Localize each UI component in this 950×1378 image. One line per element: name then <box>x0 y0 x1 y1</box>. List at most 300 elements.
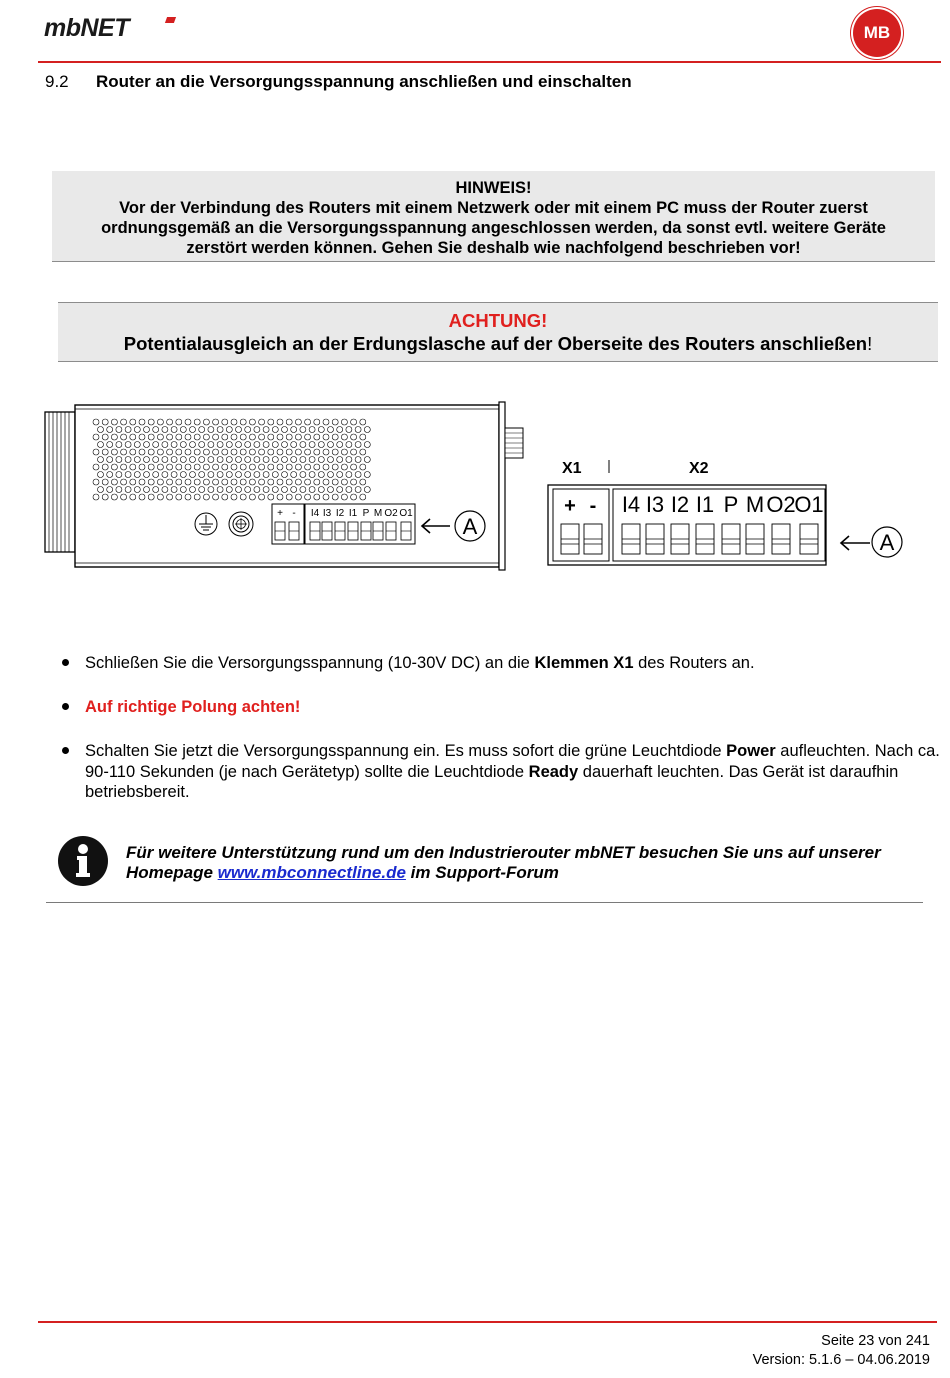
vent-hole <box>314 449 320 455</box>
vent-hole <box>268 494 274 500</box>
vent-hole <box>328 472 334 478</box>
vent-hole <box>222 449 228 455</box>
bullet-text: dauerhaft leuchten. Das Gerät ist daraufhin betriebsbereit. <box>85 762 899 801</box>
vent-hole <box>107 427 113 433</box>
homepage-link[interactable]: www.mbconnectline.de <box>217 863 406 882</box>
vent-hole <box>231 464 237 470</box>
vent-hole <box>245 457 251 463</box>
vent-hole <box>351 479 357 485</box>
vent-hole <box>130 479 136 485</box>
vent-hole <box>337 472 343 478</box>
vent-hole <box>277 419 283 425</box>
terminal-label: O2 <box>766 492 796 517</box>
vent-hole <box>240 434 246 440</box>
vent-hole <box>208 472 214 478</box>
vent-hole <box>332 464 338 470</box>
vent-hole <box>318 472 324 478</box>
vent-hole <box>153 427 159 433</box>
warning-title: ACHTUNG! <box>448 310 548 331</box>
vent-hole <box>102 464 108 470</box>
vent-hole <box>139 419 145 425</box>
vent-hole <box>125 487 131 493</box>
callout-letter: A <box>462 514 478 539</box>
vent-hole <box>167 494 173 500</box>
vent-hole <box>194 419 200 425</box>
vent-hole <box>176 479 182 485</box>
vent-hole <box>231 419 237 425</box>
vent-hole <box>102 449 108 455</box>
section-title: Router an die Versorgungsspannung anschließen und einschalten <box>96 72 632 91</box>
callout-letter: A <box>879 530 895 555</box>
terminal-label: O2 <box>384 508 398 519</box>
vent-hole <box>231 434 237 440</box>
vent-hole <box>263 472 269 478</box>
vent-hole <box>305 434 311 440</box>
vent-hole <box>171 472 177 478</box>
vent-hole <box>208 427 214 433</box>
bullet-item <box>85 653 945 674</box>
terminal-label: + <box>277 508 283 519</box>
vent-hole <box>144 427 150 433</box>
vent-hole <box>282 472 288 478</box>
ground-screw-icon <box>229 512 253 536</box>
bullet-text: Schalten Sie jetzt die Versorgungsspannung ein. Es muss sofort die grüne Leuchtdiode <box>85 742 727 760</box>
vent-hole <box>93 464 99 470</box>
vent-hole <box>318 457 324 463</box>
vent-hole <box>130 419 136 425</box>
vent-hole <box>351 464 357 470</box>
vent-hole <box>121 464 127 470</box>
terminal-label: I3 <box>322 508 332 519</box>
vent-hole <box>355 472 361 478</box>
vent-hole <box>254 487 260 493</box>
page-number: Seite 23 von 241 <box>821 1333 930 1349</box>
vent-hole <box>107 487 113 493</box>
vent-hole <box>153 487 159 493</box>
vent-hole <box>240 494 246 500</box>
vent-hole <box>157 434 163 440</box>
vent-hole <box>111 494 117 500</box>
vent-hole <box>282 442 288 448</box>
vent-hole <box>203 479 209 485</box>
vent-hole <box>226 457 232 463</box>
vent-hole <box>337 427 343 433</box>
vent-hole <box>185 419 191 425</box>
warning-text-body: Potentialausgleich an der Erdungslasche auf der Oberseite des Routers anschließen <box>123 333 868 354</box>
vent-hole <box>176 494 182 500</box>
terminal-label: I1 <box>695 492 715 517</box>
vent-hole <box>194 494 200 500</box>
vent-hole <box>351 434 357 440</box>
vent-hole <box>300 487 306 493</box>
vent-hole <box>272 427 278 433</box>
vent-hole <box>277 494 283 500</box>
vent-hole <box>167 449 173 455</box>
vent-hole <box>323 464 329 470</box>
vent-hole <box>323 449 329 455</box>
vent-hole <box>125 427 131 433</box>
vent-hole <box>162 427 168 433</box>
bullet-text: des Routers an. <box>633 654 755 672</box>
warning-exclamation: ! <box>867 333 873 354</box>
vent-hole <box>222 434 228 440</box>
vent-hole <box>199 472 205 478</box>
vent-hole <box>107 472 113 478</box>
vent-hole <box>217 442 223 448</box>
vent-hole <box>190 457 196 463</box>
vent-hole <box>157 464 163 470</box>
vent-hole <box>102 494 108 500</box>
vent-hole <box>318 427 324 433</box>
vent-hole <box>213 479 219 485</box>
vent-hole <box>282 487 288 493</box>
vent-hole <box>300 427 306 433</box>
mb-logo-badge: MB <box>853 9 901 57</box>
vent-hole <box>185 434 191 440</box>
vent-hole <box>217 457 223 463</box>
vent-hole <box>217 487 223 493</box>
vent-hole <box>245 427 251 433</box>
vent-hole <box>360 449 366 455</box>
vent-hole <box>199 487 205 493</box>
terminal-label: M <box>745 492 765 517</box>
vent-hole <box>332 479 338 485</box>
vent-hole <box>249 464 255 470</box>
vent-hole <box>231 494 237 500</box>
vent-hole <box>98 487 104 493</box>
vent-hole <box>107 442 113 448</box>
vent-hole <box>249 434 255 440</box>
vent-hole <box>93 434 99 440</box>
vent-hole <box>355 457 361 463</box>
terminal-label: I4 <box>310 508 320 519</box>
vent-hole <box>245 472 251 478</box>
vent-hole <box>272 442 278 448</box>
vent-hole <box>171 427 177 433</box>
vent-hole <box>134 472 140 478</box>
vent-hole <box>180 487 186 493</box>
bullet-icon <box>62 659 69 666</box>
vent-hole <box>309 472 315 478</box>
info-divider <box>46 902 923 903</box>
vent-hole <box>364 427 370 433</box>
vent-hole <box>180 457 186 463</box>
vent-hole <box>190 472 196 478</box>
vent-hole <box>130 434 136 440</box>
vent-hole <box>203 494 209 500</box>
vent-hole <box>185 479 191 485</box>
vent-hole <box>263 487 269 493</box>
vent-hole <box>291 487 297 493</box>
vent-hole <box>217 427 223 433</box>
vent-hole <box>254 442 260 448</box>
vent-hole <box>157 479 163 485</box>
x1-label: X1 <box>562 460 582 477</box>
vent-hole <box>318 487 324 493</box>
vent-hole <box>121 434 127 440</box>
vent-hole <box>213 449 219 455</box>
notice-box <box>52 171 935 262</box>
vent-hole <box>236 457 242 463</box>
vent-hole <box>305 449 311 455</box>
vent-hole <box>144 472 150 478</box>
vent-hole <box>153 457 159 463</box>
vent-hole <box>355 442 361 448</box>
vent-hole <box>341 464 347 470</box>
vent-hole <box>176 449 182 455</box>
vent-hole <box>286 419 292 425</box>
vent-hole <box>360 419 366 425</box>
vent-hole <box>203 419 209 425</box>
terminal-label: O1 <box>399 508 413 519</box>
vent-hole <box>364 487 370 493</box>
vent-hole <box>364 442 370 448</box>
vent-hole <box>162 487 168 493</box>
vent-hole <box>328 427 334 433</box>
vent-hole <box>194 479 200 485</box>
logo-accent-icon <box>165 17 176 23</box>
vent-hole <box>139 494 145 500</box>
vent-hole <box>323 494 329 500</box>
vent-hole <box>222 419 228 425</box>
vent-hole <box>272 487 278 493</box>
terminal-label: I2 <box>670 492 690 517</box>
vent-hole <box>199 427 205 433</box>
vent-hole <box>125 442 131 448</box>
vent-hole <box>153 472 159 478</box>
vent-hole <box>309 442 315 448</box>
vent-hole <box>116 457 122 463</box>
vent-hole <box>346 472 352 478</box>
vent-hole <box>102 419 108 425</box>
vent-hole <box>346 427 352 433</box>
vent-hole <box>176 464 182 470</box>
vent-hole <box>121 419 127 425</box>
bullet-bold-text: Klemmen X1 <box>534 654 634 672</box>
vent-hole <box>240 479 246 485</box>
vent-hole <box>134 487 140 493</box>
vent-hole <box>236 487 242 493</box>
vent-hole <box>355 487 361 493</box>
vent-hole <box>194 464 200 470</box>
vent-hole <box>318 442 324 448</box>
vent-hole <box>190 442 196 448</box>
vent-hole <box>125 457 131 463</box>
vent-hole <box>171 457 177 463</box>
vent-hole <box>222 464 228 470</box>
vent-hole <box>328 457 334 463</box>
vent-hole <box>268 434 274 440</box>
vent-hole <box>93 494 99 500</box>
terminal-label: M <box>373 508 383 519</box>
vent-hole <box>314 419 320 425</box>
vent-hole <box>139 479 145 485</box>
vent-hole <box>295 494 301 500</box>
vent-hole <box>268 464 274 470</box>
vent-hole <box>259 464 265 470</box>
vent-hole <box>98 457 104 463</box>
vent-hole <box>167 464 173 470</box>
support-note-text: im Support-Forum <box>405 863 559 882</box>
vent-hole <box>130 464 136 470</box>
vent-hole <box>341 419 347 425</box>
vent-hole <box>98 472 104 478</box>
vent-hole <box>116 427 122 433</box>
vent-hole <box>360 494 366 500</box>
vent-hole <box>351 419 357 425</box>
notice-line: zerstört werden können. Gehen Sie deshalb wie nachfolgend beschrieben vor! <box>186 239 801 257</box>
vent-hole <box>236 442 242 448</box>
vent-hole <box>134 427 140 433</box>
vent-hole <box>226 472 232 478</box>
vent-hole <box>203 464 209 470</box>
vent-hole <box>263 457 269 463</box>
vent-hole <box>111 419 117 425</box>
vent-hole <box>217 472 223 478</box>
vent-hole <box>282 457 288 463</box>
support-note-line <box>126 863 926 883</box>
vent-hole <box>139 464 145 470</box>
vent-hole <box>323 434 329 440</box>
vent-hole <box>222 494 228 500</box>
vent-hole <box>130 494 136 500</box>
vent-hole <box>245 487 251 493</box>
vent-hole <box>121 479 127 485</box>
vent-hole <box>162 442 168 448</box>
terminal-label: + <box>564 495 576 517</box>
vent-hole <box>93 419 99 425</box>
vent-hole <box>291 472 297 478</box>
vent-hole <box>300 472 306 478</box>
vent-hole <box>213 494 219 500</box>
vent-hole <box>203 434 209 440</box>
section-number: 9.2 <box>45 72 69 91</box>
info-icon <box>58 836 108 886</box>
vent-hole <box>111 479 117 485</box>
vent-hole <box>254 457 260 463</box>
vent-hole <box>199 442 205 448</box>
vent-hole <box>300 457 306 463</box>
vent-hole <box>309 457 315 463</box>
vent-hole <box>295 464 301 470</box>
vent-hole <box>337 457 343 463</box>
vent-hole <box>130 449 136 455</box>
vent-hole <box>102 434 108 440</box>
vent-hole <box>286 449 292 455</box>
vent-hole <box>226 487 232 493</box>
router-side-view-diagram <box>40 400 530 575</box>
vent-hole <box>190 487 196 493</box>
vent-hole <box>254 472 260 478</box>
vent-hole <box>148 419 154 425</box>
vent-hole <box>259 434 265 440</box>
vent-hole <box>162 472 168 478</box>
vent-hole <box>134 457 140 463</box>
vent-hole <box>300 442 306 448</box>
vent-hole <box>98 442 104 448</box>
vent-hole <box>121 494 127 500</box>
vent-hole <box>93 479 99 485</box>
vent-hole <box>360 464 366 470</box>
notice-title: HINWEIS! <box>455 179 532 197</box>
vent-hole <box>360 479 366 485</box>
vent-hole <box>286 434 292 440</box>
vent-hole <box>259 419 265 425</box>
vent-hole <box>277 464 283 470</box>
vent-hole <box>364 472 370 478</box>
vent-hole <box>309 487 315 493</box>
terminal-label: - <box>292 508 296 519</box>
vent-hole <box>171 487 177 493</box>
vent-hole <box>111 434 117 440</box>
logo-text: mbNET <box>44 14 129 42</box>
vent-hole <box>295 419 301 425</box>
vent-hole <box>226 442 232 448</box>
vent-hole <box>277 479 283 485</box>
vent-hole <box>176 419 182 425</box>
vent-hole <box>167 434 173 440</box>
vent-hole <box>314 464 320 470</box>
vent-hole <box>194 449 200 455</box>
vent-hole <box>180 472 186 478</box>
terminal-label: - <box>589 495 597 517</box>
vent-hole <box>208 487 214 493</box>
notice-line: ordnungsgemäß an die Versorgungsspannung angeschlossen werden, da sonst evtl. weitere Geräte <box>101 219 886 237</box>
vent-hole <box>286 479 292 485</box>
vent-hole <box>102 479 108 485</box>
vent-hole <box>259 494 265 500</box>
vent-hole <box>240 449 246 455</box>
vent-holes <box>93 419 370 500</box>
warning-text <box>58 332 938 356</box>
vent-hole <box>332 434 338 440</box>
vent-hole <box>171 442 177 448</box>
vent-hole <box>305 464 311 470</box>
vent-hole <box>309 427 315 433</box>
vent-hole <box>346 457 352 463</box>
vent-hole <box>240 464 246 470</box>
vent-hole <box>180 442 186 448</box>
vent-hole <box>157 449 163 455</box>
bullet-bold-text: Power <box>726 742 776 760</box>
vent-hole <box>236 427 242 433</box>
vent-hole <box>194 434 200 440</box>
vent-hole <box>208 442 214 448</box>
vent-hole <box>185 449 191 455</box>
vent-hole <box>249 419 255 425</box>
vent-hole <box>305 479 311 485</box>
vent-hole <box>341 434 347 440</box>
vent-hole <box>277 434 283 440</box>
vent-hole <box>286 464 292 470</box>
bullet-item-polarity-warning: Auf richtige Polung achten! <box>85 698 301 716</box>
vent-hole <box>314 434 320 440</box>
vent-hole <box>162 457 168 463</box>
vent-hole <box>157 494 163 500</box>
vent-hole <box>337 487 343 493</box>
vent-hole <box>282 427 288 433</box>
terminal-label: P <box>723 492 739 517</box>
vent-hole <box>111 449 117 455</box>
vent-hole <box>295 479 301 485</box>
header-divider <box>38 61 941 63</box>
vent-hole <box>134 442 140 448</box>
vent-hole <box>323 479 329 485</box>
vent-hole <box>240 419 246 425</box>
vent-hole <box>364 457 370 463</box>
vent-hole <box>341 494 347 500</box>
vent-hole <box>272 472 278 478</box>
